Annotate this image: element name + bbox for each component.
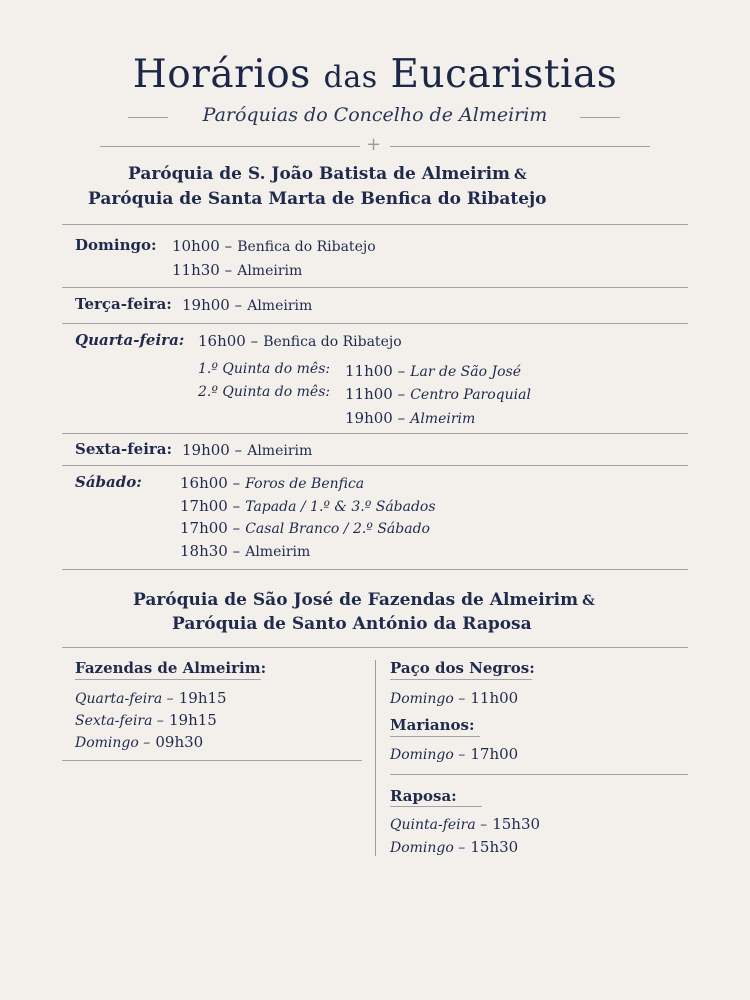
- day-domingo: Domingo:: [75, 236, 157, 254]
- entry-time: 19h00 –: [182, 296, 243, 314]
- entry-place: Almeirim: [245, 544, 311, 560]
- quinta-label-2: 2.º Quinta do mês:: [198, 384, 331, 400]
- item-day: Quarta-feira –: [75, 691, 174, 707]
- section2-parish1: Paróquia de São José de Fazendas de Almeirim: [133, 590, 579, 610]
- item-time: 19h15: [178, 689, 227, 707]
- list-item: [75, 732, 203, 751]
- item-day: Domingo –: [390, 691, 466, 707]
- entry-time: 16h00 –: [198, 332, 259, 350]
- entry-time: 10h00 –: [172, 237, 233, 255]
- title-word-eucaristias: Eucaristias: [390, 52, 618, 97]
- schedule-entry: [180, 518, 430, 537]
- schedule-entry: [172, 236, 376, 255]
- marianos-bottom-rule: [390, 774, 688, 775]
- paco-underline: [390, 679, 532, 680]
- item-time: 15h30: [492, 815, 541, 833]
- raposa-underline: [390, 806, 482, 807]
- item-time: 09h30: [155, 733, 204, 751]
- entry-place: Almeirim: [247, 443, 313, 459]
- entry-time: 11h00 –: [345, 385, 406, 403]
- page-title: [0, 52, 750, 97]
- item-time: 15h30: [470, 838, 519, 856]
- day-sexta: Sexta-feira:: [75, 440, 173, 458]
- title-word-horarios: Horários: [132, 52, 311, 97]
- marianos-title: Marianos:: [390, 716, 475, 734]
- entry-time: 18h30 –: [180, 542, 241, 560]
- section1-top-rule: [62, 224, 688, 225]
- entry-time: 16h00 –: [180, 474, 241, 492]
- item-day: Domingo –: [390, 840, 466, 856]
- list-item: [390, 744, 518, 763]
- item-time: 11h00: [470, 689, 519, 707]
- fazendas-bottom-rule: [62, 760, 362, 761]
- section1-parish2: Paróquia de Santa Marta de Benfica do Ribatejo: [88, 189, 547, 209]
- row-divider: [62, 323, 688, 324]
- raposa-title: Raposa:: [390, 787, 457, 805]
- item-day: Domingo –: [75, 735, 151, 751]
- section1-bottom-rule: [62, 569, 688, 570]
- section1-ampersand: &: [514, 167, 527, 183]
- list-item: [390, 837, 518, 856]
- entry-place: Almeirim: [410, 411, 476, 427]
- schedule-entry: [345, 408, 475, 427]
- title-word-das: das: [323, 60, 378, 95]
- divider-left: [100, 146, 360, 147]
- entry-place: Almeirim: [247, 298, 313, 314]
- section2-ampersand: &: [582, 593, 595, 609]
- section2-top-rule: [62, 647, 688, 648]
- schedule-entry: [345, 361, 521, 380]
- entry-place: Benfica do Ribatejo: [237, 239, 376, 255]
- section1-heading-line1: [128, 164, 527, 184]
- entry-place: Centro Paroquial: [410, 387, 531, 403]
- schedule-entry: [172, 260, 302, 279]
- fazendas-underline: [75, 679, 261, 680]
- list-item: [390, 814, 540, 833]
- entry-place: Foros de Benfica: [245, 476, 365, 492]
- schedule-entry: [182, 295, 312, 314]
- section2-heading-line1: [133, 590, 595, 610]
- section2-parish2: Paróquia de Santo António da Raposa: [172, 614, 532, 634]
- section1-parish1: Paróquia de S. João Batista de Almeirim: [128, 164, 511, 184]
- quinta-label-1: 1.º Quinta do mês:: [198, 361, 331, 377]
- entry-time: 19h00 –: [345, 409, 406, 427]
- list-item: [75, 710, 217, 729]
- day-terca: Terça-feira:: [75, 295, 172, 313]
- item-time: 19h15: [169, 711, 217, 729]
- entry-time: 11h00 –: [345, 362, 406, 380]
- list-item: [75, 688, 227, 707]
- item-day: Sexta-feira –: [75, 713, 164, 729]
- row-divider: [62, 287, 688, 288]
- schedule-entry: [182, 440, 312, 459]
- entry-place: Tapada / 1.º & 3.º Sábados: [245, 499, 436, 515]
- cross-ornament: +: [366, 134, 382, 155]
- paco-title: Paço dos Negros:: [390, 659, 535, 677]
- divider-right: [390, 146, 650, 147]
- schedule-entry: [345, 384, 531, 403]
- column-divider: [375, 660, 376, 856]
- entry-time: 19h00 –: [182, 441, 243, 459]
- marianos-underline: [390, 736, 480, 737]
- entry-place: Almeirim: [237, 263, 303, 279]
- item-time: 17h00: [470, 745, 519, 763]
- day-sabado: Sábado:: [75, 473, 142, 491]
- row-divider: [62, 465, 688, 466]
- entry-place: Benfica do Ribatejo: [263, 334, 402, 350]
- entry-time: 17h00 –: [180, 497, 241, 515]
- entry-time: 17h00 –: [180, 519, 241, 537]
- row-divider: [62, 433, 688, 434]
- entry-time: 11h30 –: [172, 261, 233, 279]
- fazendas-title: Fazendas de Almeirim:: [75, 659, 267, 677]
- page-subtitle: Paróquias do Concelho de Almeirim: [202, 104, 548, 126]
- schedule-entry: [180, 473, 364, 492]
- entry-place: Lar de São José: [410, 364, 522, 380]
- schedule-entry: [180, 541, 310, 560]
- list-item: [390, 688, 518, 707]
- item-day: Domingo –: [390, 747, 466, 763]
- schedule-entry: [180, 496, 436, 515]
- item-day: Quinta-feira –: [390, 817, 488, 833]
- day-quarta: Quarta-feira:: [75, 331, 185, 349]
- entry-place: Casal Branco / 2.º Sábado: [245, 521, 430, 537]
- schedule-entry: [198, 331, 402, 350]
